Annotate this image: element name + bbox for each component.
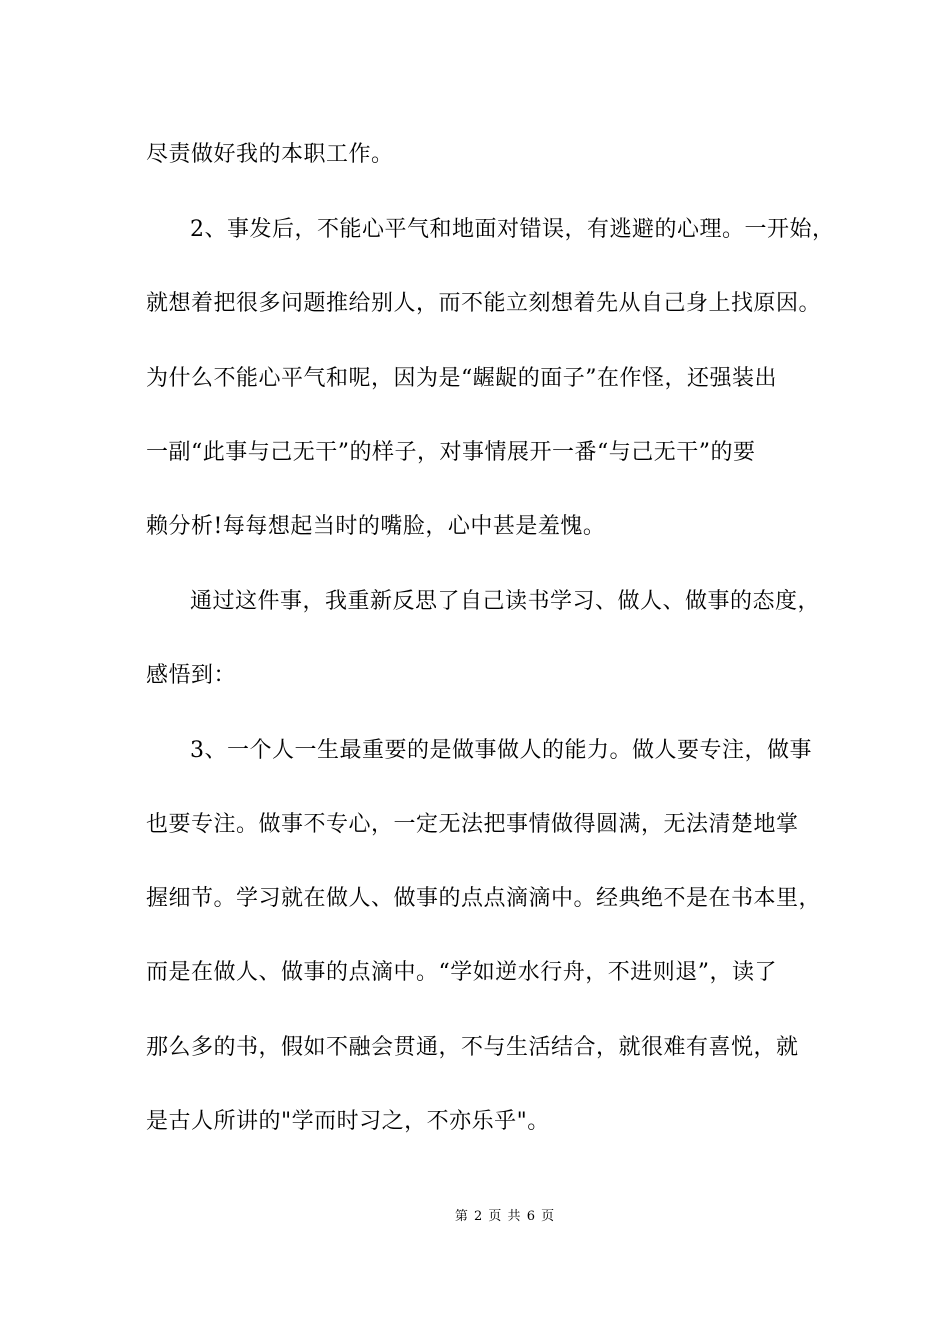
text-line: 握细节。学习就在做人、做事的点点滴滴中。经典绝不是在书本里， (146, 886, 822, 911)
text-line: 就想着把很多问题推给别人，而不能立刻想着先从自己身上找原因。 (146, 291, 822, 316)
page-number-footer: 第 2 页 共 6 页 (454, 1209, 556, 1224)
text-line: 尽责做好我的本职工作。 (146, 142, 394, 167)
text-line: 那么多的书，假如不融会贯通，不与生活结合，就很难有喜悦，就 (146, 1035, 799, 1060)
text-line: 而是在做人、做事的点滴中。“学如逆水行舟，不进则退”，读了 (146, 960, 777, 985)
text-line: 3、一个人一生最重要的是做事做人的能力。做人要专注，做事 (190, 738, 812, 763)
text-line: 感悟到： (146, 663, 237, 688)
text-line: 赖分析!每每想起当时的嘴脸，心中甚是羞愧。 (146, 514, 606, 539)
text-line: 通过这件事，我重新反思了自己读书学习、做人、做事的态度， (190, 589, 821, 614)
text-line: 为什么不能心平气和呢，因为是“龌龊的面子”在作怪，还强装出 (146, 366, 777, 391)
text-line: 也要专注。做事不专心，一定无法把事情做得圆满，无法清楚地掌 (146, 812, 799, 837)
text-line: 一副“此事与己无干”的样子，对事情展开一番“与己无干”的要 (146, 440, 756, 465)
text-line: 2、事发后，不能心平气和地面对错误，有逃避的心理。一开始， (190, 217, 835, 242)
text-line: 是古人所讲的"学而时习之，不亦乐乎"。 (146, 1109, 550, 1134)
